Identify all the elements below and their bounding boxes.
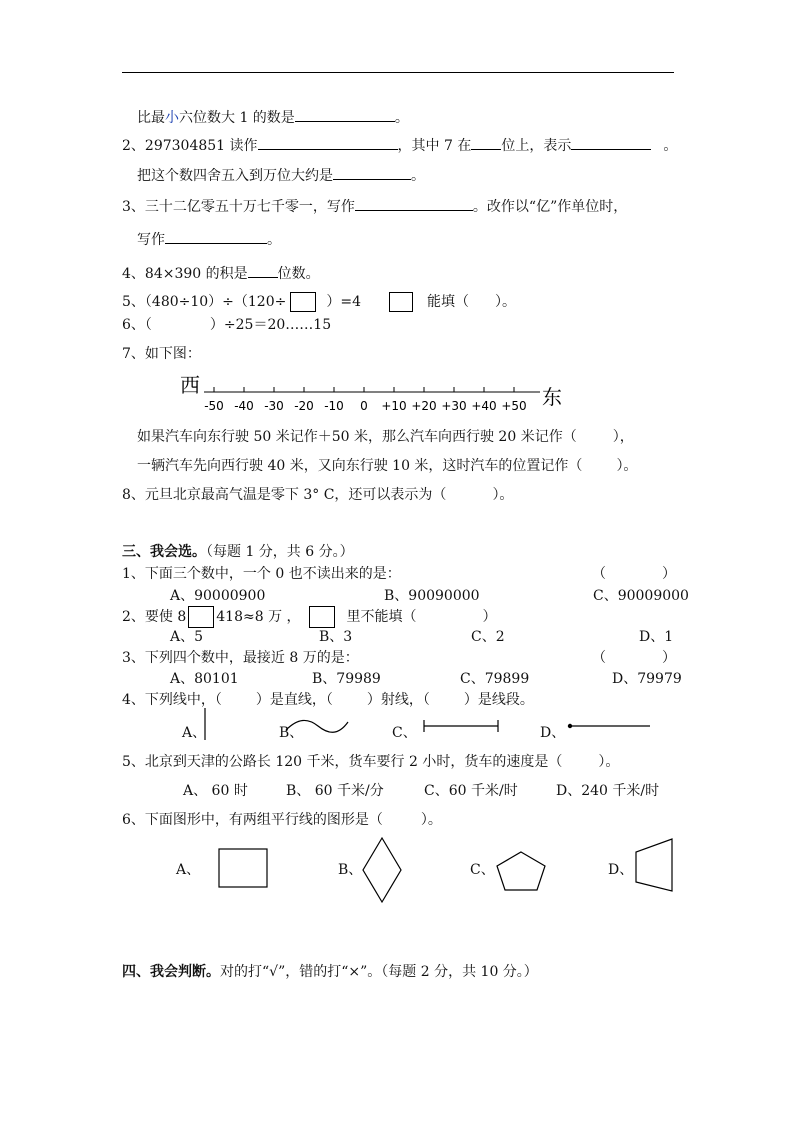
number-line-tick-label: -50 [204,399,224,413]
s3-q2-opt-b[interactable]: B、3 [319,629,353,645]
q8-line: 8、元旦北京最高气温是零下 3° C，还可以表示为（ ）。 [122,487,514,503]
q7-line-1: 如果汽车向东行驶 50 米记作＋50 米，那么汽车向西行驶 20 米记作（ ）， [137,429,634,445]
s3-q3-opt-a[interactable]: A、80101 [170,671,239,687]
q5-box-2[interactable] [389,292,413,312]
s3-q6: 6、下面图形中，有两组平行线的图形是（ ）。 [122,812,442,828]
section3-title: 三、我会选。 [122,544,206,560]
s3-q4-figure-a [195,706,215,742]
s3-q5-opt-c[interactable]: C、60 千米/时 [424,783,518,799]
number-line-tick-label: +10 [381,399,407,413]
s3-q5-opt-a[interactable]: A、 60 时 [183,783,248,799]
q2-continuation: 把这个数四舍五入到万位大约是 。 [137,165,425,185]
s3-q5: 5、北京到天津的公路长 120 千米，货车要行 2 小时，货车的速度是（ ）。 [122,754,620,770]
s3-q6-opt-b-label: B、 [338,862,363,878]
section3-note: （每题 1 分，共 6 分。） [206,544,354,560]
s3-q4-opt-b-label: B、 [279,725,304,741]
s3-q6-opt-a-label: A、 [176,862,201,878]
q1-text-b: 小 [165,110,179,126]
s3-q4-opt-a-label: A、 [182,725,207,741]
q2-meaning-blank[interactable] [571,135,651,150]
s3-q1: 1、下面三个数中，一个 0 也不读出来的是： [122,566,401,582]
s3-q6-opt-d-label: D、 [608,862,634,878]
s3-q4-opt-c-label: C、 [392,725,417,741]
s3-q5-opt-b[interactable]: B、 60 千米/分 [286,783,384,799]
q6-line: 6、（ ）÷25＝20……15 [122,317,332,333]
q2-read-blank[interactable] [258,135,398,150]
q5-box-1[interactable] [290,292,316,312]
section4-title: 四、我会判断。 [122,964,220,980]
s3-q2-box-1[interactable] [188,606,214,628]
s3-q3-opt-d[interactable]: D、79979 [612,671,682,687]
s3-q4-opt-d-label: D、 [540,725,566,741]
q5-line: 5、（480÷10）÷（120÷ ）=4 能填（ ）。 [122,294,516,310]
q7-line-2: 一辆汽车先向西行驶 40 米，又向东行驶 10 米，这时汽车的位置记作（ ）。 [137,458,638,474]
s3-q4: 4、下列线中，（ ）是直线，（ ）射线，（ ）是线段。 [122,692,534,708]
s3-q2-opt-d[interactable]: D、1 [639,629,674,645]
section4-note: 对的打“√”，错的打“×”。（每题 2 分，共 10 分。） [220,964,538,980]
s3-q2-opt-a[interactable]: A、5 [170,629,204,645]
s3-q6-figure-a [216,846,270,890]
s3-q6-opt-c-label: C、 [470,862,495,878]
number-line-tick-label: +40 [471,399,497,413]
q1-continuation: 比最小六位数大 1 的数是 。 [137,107,409,127]
west-label: 西 [180,373,200,397]
s3-q6-figure-c [494,850,548,894]
number-line-tick-label: -10 [324,399,344,413]
number-line [170,368,580,416]
q2-line: 2、297304851 读作 ，其中 7 在 位上，表示 。 [122,135,677,155]
number-line-tick-label: -20 [294,399,314,413]
q4-digits-blank[interactable] [248,263,278,278]
number-line-tick-label: 0 [360,399,368,413]
s3-q6-figure-b [360,836,404,904]
s3-q2: 2、要使 8 418≈8 万 ， 里不能填（ ） [122,606,497,628]
s3-q3-opt-c[interactable]: C、79899 [460,671,530,687]
s3-q2-box-2[interactable] [309,606,335,628]
s3-q4-figure-c [420,716,502,736]
q1-text-c: 六位数大 1 的数是 [179,110,295,126]
number-line-tick-label: +50 [501,399,527,413]
s3-q4-figure-b [284,712,352,738]
s3-q4-figure-d [564,716,654,736]
q4-line: 4、84×390 的积是 位数。 [122,263,320,283]
s3-q2-opt-c[interactable]: C、2 [471,629,505,645]
s3-q1-opt-a[interactable]: A、90000900 [170,588,266,604]
east-label: 东 [542,385,562,409]
number-line-tick-label: +30 [441,399,467,413]
s3-q1-opt-c[interactable]: C、90009000 [593,588,689,604]
s3-q3: 3、下列四个数中，最接近 8 万的是： [122,650,359,666]
s3-q3-opt-b[interactable]: B、79989 [312,671,381,687]
s3-q1-opt-b[interactable]: B、90090000 [384,588,480,604]
s3-q1-answer[interactable]: ） [662,566,676,582]
section3-heading [122,543,354,561]
q3-yi-blank[interactable] [165,229,267,244]
s3-q5-opt-d[interactable]: D、240 千米/时 [556,783,660,799]
s3-q6-figure-d [632,836,676,894]
q3-line: 3、三十二亿零五十万七千零一，写作 。改作以“亿”作单位时， [122,196,627,216]
q7-title: 7、如下图： [122,346,201,362]
q1-text-a: 比最 [137,110,165,126]
section4-heading [122,963,538,981]
number-line-tick-label: -30 [264,399,284,413]
q3-write-blank[interactable] [355,196,473,211]
number-line-tick-label: -40 [234,399,254,413]
header-rule [122,72,674,73]
q2-place-blank[interactable] [471,135,501,150]
q2-round-blank[interactable] [333,165,411,180]
q3-continuation: 写作 。 [137,229,281,249]
s3-q3-answer[interactable]: ） [662,650,676,666]
q1-answer-blank[interactable] [295,107,395,122]
number-line-tick-label: +20 [411,399,437,413]
